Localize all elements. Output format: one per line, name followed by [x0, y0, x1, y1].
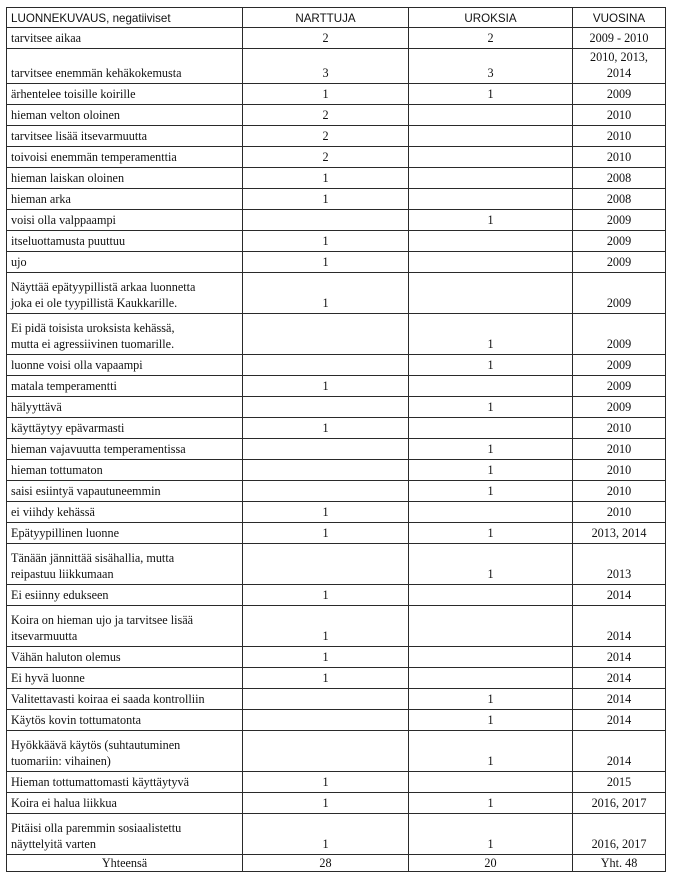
row-females-count: 1 — [243, 647, 409, 668]
row-description — [7, 647, 243, 668]
table-row — [7, 418, 666, 439]
row-females-count — [243, 397, 409, 418]
description-line: Käytös kovin tottumatonta — [11, 713, 141, 727]
row-years: 2013, 2014 — [573, 523, 666, 544]
header-males: UROKSIA — [409, 8, 573, 28]
row-years: 2009 — [573, 355, 666, 376]
description-line: voisi olla valppaampi — [11, 213, 116, 227]
row-males-count: 1 — [409, 397, 573, 418]
row-males-count: 1 — [409, 355, 573, 376]
row-males-count — [409, 273, 573, 314]
row-males-count — [409, 231, 573, 252]
table-row — [7, 49, 666, 84]
row-females-count — [243, 481, 409, 502]
row-males-count: 1 — [409, 814, 573, 855]
totals-label: Yhteensä — [7, 855, 243, 872]
table-row — [7, 439, 666, 460]
table-row — [7, 502, 666, 523]
description-line: saisi esiintyä vapautuneemmin — [11, 484, 161, 498]
description-line: ujo — [11, 255, 27, 269]
row-females-count: 2 — [243, 28, 409, 49]
row-years: 2009 — [573, 314, 666, 355]
row-males-count — [409, 126, 573, 147]
row-males-count: 1 — [409, 731, 573, 772]
row-description — [7, 314, 243, 355]
row-years: 2009 — [573, 397, 666, 418]
table-row — [7, 710, 666, 731]
row-females-count: 2 — [243, 147, 409, 168]
row-females-count: 1 — [243, 84, 409, 105]
row-females-count — [243, 544, 409, 585]
row-description — [7, 710, 243, 731]
table-row — [7, 689, 666, 710]
description-line: ei viihdy kehässä — [11, 505, 95, 519]
description-line: tarvitsee lisää itsevarmuutta — [11, 129, 148, 143]
table-row — [7, 84, 666, 105]
temperament-table — [6, 7, 666, 872]
description-line: Tänään jännittää sisähallia, mutta — [11, 551, 175, 565]
totals-row — [7, 855, 666, 872]
row-females-count — [243, 210, 409, 231]
description-line: hieman laiskan oloinen — [11, 171, 125, 185]
row-years: 2010 — [573, 105, 666, 126]
row-description — [7, 418, 243, 439]
table-row — [7, 105, 666, 126]
row-years: 2010 — [573, 147, 666, 168]
row-description — [7, 355, 243, 376]
row-females-count: 1 — [243, 231, 409, 252]
row-females-count — [243, 439, 409, 460]
row-description — [7, 544, 243, 585]
totals-females: 28 — [243, 855, 409, 872]
description-line: tarvitsee enemmän kehäkokemusta — [11, 66, 182, 80]
row-males-count — [409, 668, 573, 689]
row-years: 2010 — [573, 460, 666, 481]
row-males-count — [409, 252, 573, 273]
row-description — [7, 105, 243, 126]
description-line: toivoisi enemmän temperamenttia — [11, 150, 177, 164]
row-males-count — [409, 147, 573, 168]
description-line: Pitäisi olla paremmin sosiaalistettu — [11, 821, 182, 835]
table-row — [7, 460, 666, 481]
row-years: 2010 — [573, 418, 666, 439]
description-line: reipastuu liikkumaan — [11, 567, 114, 581]
row-years: 2014 — [573, 606, 666, 647]
description-line: tuomariin: vihainen) — [11, 754, 111, 768]
row-females-count — [243, 460, 409, 481]
row-males-count: 1 — [409, 689, 573, 710]
row-years: 2010 — [573, 502, 666, 523]
totals-years: Yht. 48 — [573, 855, 666, 872]
description-line: ärhentelee toisille koirille — [11, 87, 136, 101]
table-row — [7, 126, 666, 147]
row-years: 2010 — [573, 439, 666, 460]
description-line: Ei pidä toisista uroksista kehässä, — [11, 321, 175, 335]
row-females-count — [243, 689, 409, 710]
row-description — [7, 523, 243, 544]
row-males-count: 1 — [409, 523, 573, 544]
row-males-count — [409, 647, 573, 668]
description-line: hieman vajavuutta temperamentissa — [11, 442, 186, 456]
row-years: 2009 — [573, 273, 666, 314]
row-description — [7, 460, 243, 481]
row-females-count: 1 — [243, 376, 409, 397]
row-years: 2015 — [573, 772, 666, 793]
row-females-count: 1 — [243, 668, 409, 689]
row-males-count — [409, 418, 573, 439]
table-row — [7, 397, 666, 418]
table-row — [7, 355, 666, 376]
description-line: matala temperamentti — [11, 379, 117, 393]
row-years: 2010, 2013, 2014 — [573, 49, 666, 84]
row-years: 2009 — [573, 231, 666, 252]
row-females-count: 2 — [243, 126, 409, 147]
row-males-count — [409, 105, 573, 126]
row-description — [7, 147, 243, 168]
row-years: 2014 — [573, 647, 666, 668]
row-description — [7, 252, 243, 273]
table-row — [7, 273, 666, 314]
description-line: itsevarmuutta — [11, 629, 78, 643]
row-years: 2009 - 2010 — [573, 28, 666, 49]
row-males-count: 1 — [409, 210, 573, 231]
row-description — [7, 689, 243, 710]
description-line: Näyttää epätyypillistä arkaa luonnetta — [11, 280, 196, 294]
table-row — [7, 252, 666, 273]
description-line: Epätyypillinen luonne — [11, 526, 119, 540]
row-males-count — [409, 585, 573, 606]
description-line: hieman arka — [11, 192, 71, 206]
row-description — [7, 376, 243, 397]
row-males-count: 1 — [409, 544, 573, 585]
table-row — [7, 376, 666, 397]
row-description — [7, 439, 243, 460]
row-years: 2008 — [573, 168, 666, 189]
row-description — [7, 585, 243, 606]
row-years: 2010 — [573, 481, 666, 502]
row-males-count: 1 — [409, 439, 573, 460]
row-years: 2014 — [573, 731, 666, 772]
row-description — [7, 502, 243, 523]
row-females-count: 1 — [243, 793, 409, 814]
description-line: Valitettavasti koiraa ei saada kontrolliin — [11, 692, 205, 706]
description-line: joka ei ole tyypillistä Kaukkarille. — [11, 296, 178, 310]
row-years: 2014 — [573, 689, 666, 710]
row-years: 2008 — [573, 189, 666, 210]
row-males-count: 1 — [409, 460, 573, 481]
description-line: hieman tottumaton — [11, 463, 103, 477]
row-description — [7, 793, 243, 814]
row-females-count: 3 — [243, 49, 409, 84]
row-females-count: 1 — [243, 606, 409, 647]
row-description — [7, 481, 243, 502]
row-description — [7, 28, 243, 49]
row-description — [7, 126, 243, 147]
row-males-count: 1 — [409, 793, 573, 814]
row-description — [7, 189, 243, 210]
description-line: luonne voisi olla vapaampi — [11, 358, 143, 372]
table-row — [7, 814, 666, 855]
description-line: itseluottamusta puuttuu — [11, 234, 126, 248]
row-years: 2014 — [573, 668, 666, 689]
row-years: 2016, 2017 — [573, 793, 666, 814]
row-description — [7, 49, 243, 84]
table-body — [7, 28, 666, 855]
row-males-count — [409, 376, 573, 397]
table-row — [7, 231, 666, 252]
description-line: tarvitsee aikaa — [11, 31, 82, 45]
row-description — [7, 397, 243, 418]
row-males-count: 1 — [409, 481, 573, 502]
table-row — [7, 544, 666, 585]
row-males-count — [409, 772, 573, 793]
description-line: hälyyttävä — [11, 400, 62, 414]
row-females-count: 1 — [243, 585, 409, 606]
row-years: 2013 — [573, 544, 666, 585]
row-description — [7, 84, 243, 105]
table-row — [7, 28, 666, 49]
row-females-count — [243, 314, 409, 355]
table-row — [7, 772, 666, 793]
row-females-count: 1 — [243, 523, 409, 544]
description-line: Hyökkäävä käytös (suhtautuminen — [11, 738, 181, 752]
row-females-count: 1 — [243, 772, 409, 793]
table-row — [7, 668, 666, 689]
description-line: Hieman tottumattomasti käyttäytyvä — [11, 775, 190, 789]
row-years: 2010 — [573, 126, 666, 147]
row-females-count: 1 — [243, 418, 409, 439]
table-row — [7, 314, 666, 355]
row-females-count — [243, 710, 409, 731]
row-males-count: 3 — [409, 49, 573, 84]
row-females-count: 1 — [243, 252, 409, 273]
description-line: Vähän haluton olemus — [11, 650, 121, 664]
description-line: näyttelyitä varten — [11, 837, 96, 851]
row-females-count — [243, 355, 409, 376]
row-years: 2009 — [573, 252, 666, 273]
header-description: LUONNEKUVAUS, negatiiviset — [7, 8, 243, 28]
row-description — [7, 668, 243, 689]
row-description — [7, 731, 243, 772]
table-row — [7, 523, 666, 544]
row-description — [7, 606, 243, 647]
row-males-count — [409, 606, 573, 647]
row-males-count: 2 — [409, 28, 573, 49]
table-row — [7, 147, 666, 168]
row-males-count — [409, 189, 573, 210]
row-description — [7, 273, 243, 314]
row-females-count — [243, 731, 409, 772]
header-years: VUOSINA — [573, 8, 666, 28]
row-males-count — [409, 168, 573, 189]
row-males-count: 1 — [409, 84, 573, 105]
description-line: käyttäytyy epävarmasti — [11, 421, 125, 435]
header-females: NARTTUJA — [243, 8, 409, 28]
table-row — [7, 585, 666, 606]
row-females-count: 1 — [243, 273, 409, 314]
row-females-count: 1 — [243, 814, 409, 855]
row-description — [7, 210, 243, 231]
row-females-count: 2 — [243, 105, 409, 126]
table-row — [7, 168, 666, 189]
row-description — [7, 814, 243, 855]
row-males-count — [409, 502, 573, 523]
description-line: Ei hyvä luonne — [11, 671, 85, 685]
totals-males: 20 — [409, 855, 573, 872]
row-years: 2009 — [573, 376, 666, 397]
row-years: 2014 — [573, 585, 666, 606]
row-years: 2014 — [573, 710, 666, 731]
row-females-count: 1 — [243, 168, 409, 189]
table-row — [7, 793, 666, 814]
table-row — [7, 189, 666, 210]
table-row — [7, 731, 666, 772]
table-row — [7, 481, 666, 502]
row-years: 2016, 2017 — [573, 814, 666, 855]
description-line: mutta ei agressiivinen tuomarille. — [11, 337, 175, 351]
row-description — [7, 168, 243, 189]
row-males-count: 1 — [409, 710, 573, 731]
row-years: 2009 — [573, 84, 666, 105]
description-line: hieman velton oloinen — [11, 108, 120, 122]
table-row — [7, 210, 666, 231]
row-males-count: 1 — [409, 314, 573, 355]
description-line: Koira on hieman ujo ja tarvitsee lisää — [11, 613, 194, 627]
row-females-count: 1 — [243, 189, 409, 210]
header-row — [7, 8, 666, 28]
row-description — [7, 772, 243, 793]
description-line: Ei esiinny edukseen — [11, 588, 109, 602]
row-years: 2009 — [573, 210, 666, 231]
table-row — [7, 606, 666, 647]
table-row — [7, 647, 666, 668]
row-description — [7, 231, 243, 252]
description-line: Koira ei halua liikkua — [11, 796, 117, 810]
row-females-count: 1 — [243, 502, 409, 523]
